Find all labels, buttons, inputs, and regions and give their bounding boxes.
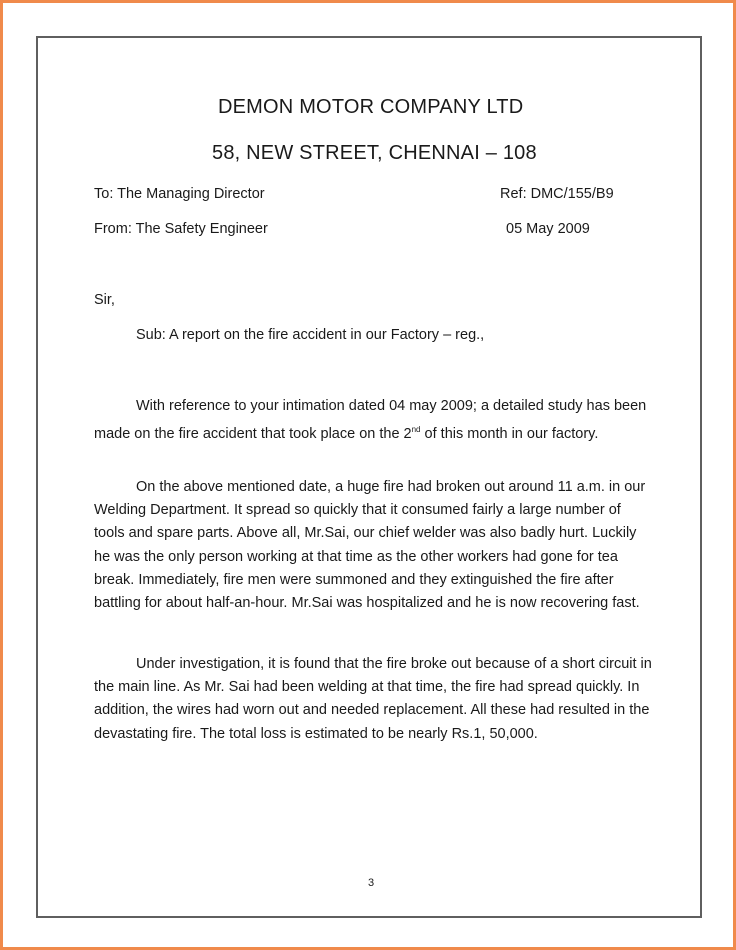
recipient-line: To: The Managing Director: [94, 186, 265, 202]
document-page: [36, 36, 702, 918]
paragraph-3: [94, 653, 652, 746]
company-address: 58, NEW STREET, CHENNAI – 108: [212, 142, 537, 164]
company-name: DEMON MOTOR COMPANY LTD: [218, 96, 524, 118]
salutation: Sir,: [94, 292, 115, 308]
sender-line: From: The Safety Engineer: [94, 221, 268, 237]
ordinal-suffix: nd: [411, 425, 421, 435]
subject-line: Sub: A report on the fire accident in our Factory – reg.,: [136, 327, 485, 343]
paragraph-1: [94, 395, 652, 446]
paragraph-1-text-b: of this month in our factory.: [420, 426, 599, 443]
paragraph-1-text-a: With reference to your intimation dated 04 may 2009; a detailed study has been made on the fire accident that took place on the 2: [94, 398, 647, 443]
letter-date: 05 May 2009: [506, 221, 590, 237]
page-number: 3: [368, 877, 375, 889]
paragraph-3-text: Under investigation, it is found that the fire broke out because of a short circuit in the main line. As Mr. Sai had been welding at that time, the fire had spread quickly. In addition, the wires had worn out and needed replacement. All these had resulted in the devastating fire. The total loss is estimated to be nearly Rs.1, 50,000.: [94, 656, 652, 742]
reference-number: Ref: DMC/155/B9: [500, 186, 614, 202]
paragraph-2: [94, 476, 652, 615]
paragraph-2-text: On the above mentioned date, a huge fire had broken out around 11 a.m. in our Welding Department. It spread so quickly that it consumed fairly a large number of tools and spare parts. Above all, Mr.Sai, our chief welder was also badly hurt. Luckily he was the only person working at that time as the other workers had gone for tea break. Immediately, fire men were summoned and they extinguished the fire after battling for about half-an-hour. Mr.Sai was hospitalized and he is now recovering fast.: [94, 479, 646, 612]
